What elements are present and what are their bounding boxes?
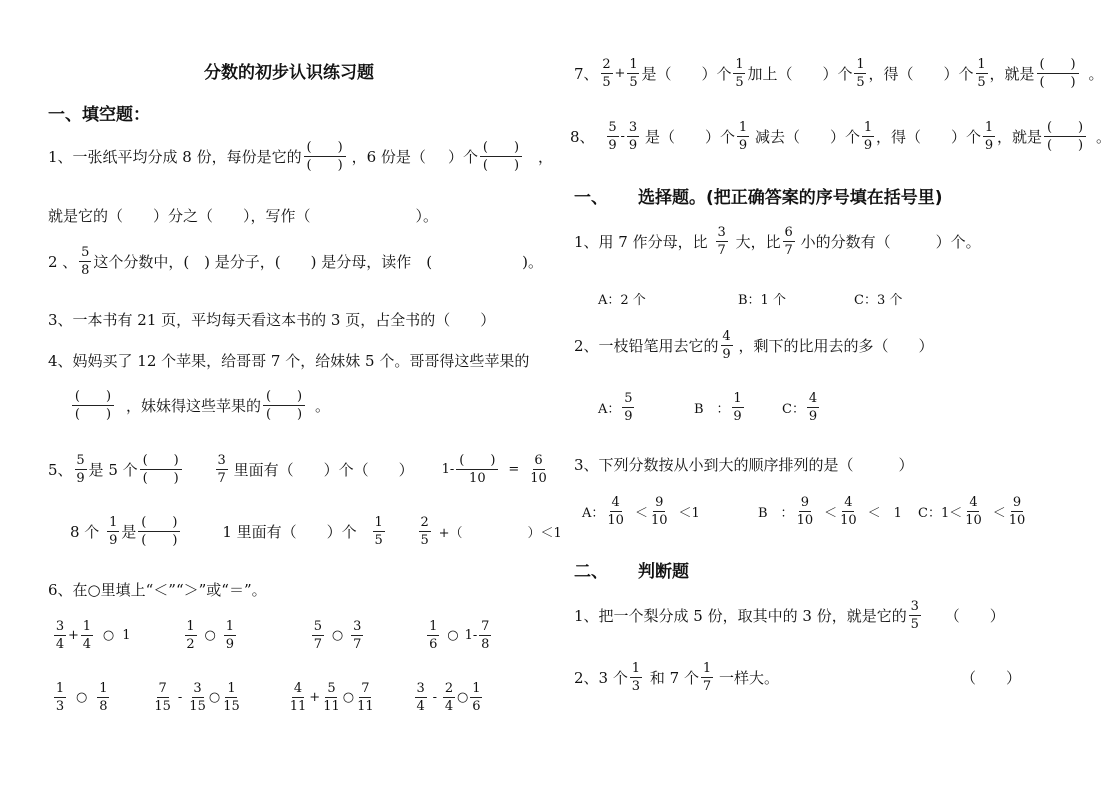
numerator: 4 bbox=[969, 495, 978, 510]
denominator: 5 bbox=[374, 533, 383, 548]
text-segment: 里面有（ ）个（ ） bbox=[233, 461, 414, 479]
fraction bbox=[976, 58, 988, 89]
fraction bbox=[81, 620, 93, 651]
denominator: ( ) bbox=[141, 533, 178, 548]
judge-question-1 bbox=[574, 600, 1005, 631]
numerator: 5 bbox=[608, 120, 617, 135]
fraction bbox=[415, 682, 427, 713]
denominator: 9 bbox=[722, 347, 731, 362]
numerator: ( ) bbox=[480, 141, 522, 157]
denominator: 7 bbox=[353, 637, 362, 652]
numerator: 4 bbox=[293, 681, 303, 696]
fraction bbox=[1008, 496, 1027, 527]
compare-circle[interactable]: ○ bbox=[331, 628, 344, 643]
fraction bbox=[107, 516, 119, 547]
numerator: 9 bbox=[800, 495, 809, 510]
text-segment: 1- bbox=[441, 462, 455, 477]
denominator: 8 bbox=[99, 699, 108, 714]
numerator: 1 bbox=[984, 120, 994, 135]
text-segment: 和 7 个 bbox=[649, 669, 699, 687]
numerator: 1 bbox=[227, 681, 236, 696]
fraction bbox=[732, 392, 744, 423]
blank-fraction[interactable] bbox=[138, 516, 180, 547]
numerator: 7 bbox=[361, 681, 370, 696]
numerator: 1 bbox=[109, 515, 118, 530]
denominator: 6 bbox=[472, 699, 481, 714]
compare-circle[interactable]: ○ bbox=[208, 690, 221, 705]
text-segment: 小的分数有（ ）个。 bbox=[800, 233, 981, 251]
denominator: 9 bbox=[608, 138, 617, 153]
choice-2-option-b[interactable] bbox=[694, 392, 746, 423]
compare-row-2 bbox=[52, 682, 484, 713]
numerator: 4 bbox=[722, 329, 731, 344]
fraction bbox=[721, 330, 733, 361]
text-segment: 1- bbox=[464, 628, 478, 643]
denominator: 4 bbox=[82, 637, 92, 652]
text-segment: + bbox=[309, 690, 321, 705]
numerator: 2 bbox=[420, 515, 429, 530]
denominator: 11 bbox=[289, 699, 307, 714]
denominator: 9 bbox=[738, 138, 748, 153]
text-segment: B ： bbox=[758, 506, 794, 521]
fraction bbox=[807, 392, 819, 423]
text-segment: +（ ）＜1 bbox=[438, 526, 562, 541]
numerator: 1 bbox=[856, 57, 865, 72]
numerator: 5 bbox=[327, 681, 336, 696]
question-7 bbox=[574, 58, 1104, 89]
fraction bbox=[733, 58, 745, 89]
fraction bbox=[54, 682, 66, 713]
compare-item bbox=[151, 682, 242, 713]
denominator: 9 bbox=[624, 409, 633, 424]
fraction bbox=[783, 226, 795, 257]
fraction bbox=[470, 682, 482, 713]
fraction bbox=[964, 496, 983, 527]
text-segment: ＜1 bbox=[678, 506, 700, 521]
fraction bbox=[216, 454, 228, 485]
fraction bbox=[606, 496, 625, 527]
denominator: 4 bbox=[55, 637, 65, 652]
blank-fraction[interactable] bbox=[1037, 58, 1079, 89]
numerator: 3 bbox=[717, 225, 726, 240]
numerator: 1 bbox=[55, 681, 65, 696]
text-segment: 1 里面有（ ）个 bbox=[222, 523, 357, 541]
fraction bbox=[185, 620, 197, 651]
text-segment: 是 bbox=[121, 523, 137, 541]
numerator: 3 bbox=[353, 619, 362, 634]
numerator: 1 bbox=[631, 661, 640, 676]
denominator: 7 bbox=[217, 471, 226, 486]
text-segment: = bbox=[508, 462, 520, 477]
text-segment: 8、 bbox=[570, 128, 595, 146]
text-segment: 1、一张纸平均分成 8 份，每份是它的 bbox=[48, 148, 302, 166]
blank-fraction[interactable] bbox=[263, 390, 305, 421]
choice-1-option-c[interactable]: C：3 个 bbox=[854, 293, 903, 308]
numerator: 4 bbox=[808, 391, 818, 406]
text-segment: ，就是 bbox=[997, 128, 1043, 146]
denominator: 4 bbox=[444, 699, 454, 714]
fraction bbox=[224, 620, 236, 651]
fraction bbox=[716, 226, 728, 257]
denominator: 5 bbox=[977, 75, 986, 90]
section-fill-blank-heading: 一、填空题： bbox=[48, 105, 150, 125]
fraction bbox=[627, 58, 639, 89]
fraction bbox=[289, 682, 308, 713]
denominator: ( ) bbox=[1039, 75, 1076, 90]
fraction bbox=[427, 620, 439, 651]
numerator: 9 bbox=[1012, 495, 1022, 510]
question-2 bbox=[48, 246, 543, 277]
text-segment: 是（ ）个 bbox=[644, 128, 735, 146]
numerator: 3 bbox=[416, 681, 425, 696]
compare-item bbox=[413, 682, 485, 713]
fraction bbox=[419, 516, 431, 547]
numerator: 1 bbox=[702, 661, 712, 676]
choice-2-option-c[interactable] bbox=[782, 392, 821, 423]
denominator: 9 bbox=[76, 471, 85, 486]
denominator: ( ) bbox=[74, 407, 112, 422]
fraction bbox=[839, 496, 858, 527]
fraction bbox=[630, 662, 642, 693]
fraction bbox=[529, 454, 548, 485]
fraction bbox=[701, 662, 713, 693]
text-segment: - bbox=[177, 690, 183, 705]
denominator: 5 bbox=[735, 75, 744, 90]
denominator: 11 bbox=[323, 699, 340, 714]
compare-row-1 bbox=[52, 620, 493, 651]
blank-fraction[interactable] bbox=[480, 141, 522, 172]
choice-1-option-a[interactable]: A：2 个 bbox=[598, 293, 646, 308]
numerator: 1 bbox=[225, 619, 235, 634]
numerator: 9 bbox=[655, 495, 664, 510]
denominator: 10 bbox=[965, 513, 982, 528]
denominator: 9 bbox=[984, 138, 994, 153]
text-segment: ， bbox=[537, 148, 553, 166]
fraction bbox=[356, 682, 375, 713]
denominator: 10 bbox=[840, 513, 857, 528]
text-segment: 判断题 bbox=[638, 562, 689, 582]
compare-circle[interactable]: ○ bbox=[204, 628, 216, 643]
numerator: 1 bbox=[429, 619, 438, 634]
numerator: ( ) bbox=[138, 516, 180, 532]
denominator: 10 bbox=[607, 513, 624, 528]
text-segment: 5、 bbox=[48, 461, 73, 479]
compare-item bbox=[287, 682, 377, 713]
text-segment: - bbox=[432, 690, 438, 705]
text-segment: ＜ bbox=[992, 506, 1006, 521]
choice-question-1 bbox=[574, 226, 981, 257]
question-1 bbox=[48, 141, 553, 172]
denominator: 9 bbox=[733, 409, 742, 424]
denominator: 9 bbox=[808, 409, 818, 424]
fraction bbox=[607, 121, 619, 152]
numerator: 4 bbox=[844, 495, 853, 510]
numerator: 1 bbox=[629, 57, 638, 72]
fraction bbox=[983, 121, 995, 152]
question-6: 6、在○里填上“＜”“＞”或“＝”。 bbox=[48, 581, 267, 599]
denominator: 7 bbox=[717, 243, 726, 258]
numerator: 5 bbox=[313, 619, 323, 634]
text-segment: 加上（ ）个 bbox=[747, 65, 853, 83]
numerator: 3 bbox=[193, 681, 202, 696]
denominator: 9 bbox=[109, 533, 118, 548]
text-segment: 。 bbox=[315, 397, 331, 415]
denominator: ( ) bbox=[482, 158, 520, 173]
numerator: ( ) bbox=[72, 390, 114, 406]
numerator: 4 bbox=[611, 495, 620, 510]
text-segment: A： bbox=[582, 506, 605, 521]
fraction bbox=[909, 600, 921, 631]
text-segment: B ： bbox=[694, 402, 730, 417]
text-segment: + bbox=[68, 628, 79, 643]
choice-3-option-c[interactable] bbox=[918, 496, 1028, 527]
denominator: 15 bbox=[154, 699, 171, 714]
numerator: ( ) bbox=[1044, 121, 1086, 137]
compare-circle[interactable]: ○ bbox=[102, 628, 115, 643]
numerator: 5 bbox=[81, 245, 90, 260]
text-segment: ＜ 1 bbox=[867, 506, 902, 521]
fraction bbox=[373, 516, 385, 547]
text-segment: 减去（ ）个 bbox=[754, 128, 860, 146]
text-segment: 二、 bbox=[574, 562, 608, 582]
denominator: 7 bbox=[313, 637, 323, 652]
fraction bbox=[97, 682, 109, 713]
numerator: 1 bbox=[186, 619, 195, 634]
blank-fraction[interactable] bbox=[1044, 121, 1086, 152]
question-4: 4、妈妈买了 12 个苹果，给哥哥 7 个，给妹妹 5 个。哥哥得这些苹果的 bbox=[48, 352, 530, 370]
numerator: 1 bbox=[374, 515, 383, 530]
question-5-row1 bbox=[48, 454, 550, 485]
text-segment: 7、 bbox=[574, 65, 599, 83]
denominator: 9 bbox=[225, 637, 235, 652]
numerator: ( ) bbox=[263, 390, 305, 406]
choice-3-option-b[interactable] bbox=[758, 496, 902, 527]
compare-circle[interactable]: ○ bbox=[342, 690, 355, 705]
numerator: 3 bbox=[217, 453, 226, 468]
text-segment: ，6 份是（ bbox=[351, 148, 426, 166]
text-segment: 1 bbox=[122, 628, 131, 643]
text-segment: ，妹妹得这些苹果的 bbox=[126, 397, 262, 415]
fraction bbox=[75, 454, 87, 485]
numerator: 1 bbox=[735, 57, 744, 72]
fraction bbox=[351, 620, 363, 651]
question-1-line2: 就是它的（ ）分之（ ），写作（ ）。 bbox=[48, 207, 439, 225]
question-5-row2 bbox=[70, 516, 562, 547]
fraction bbox=[79, 246, 91, 277]
denominator: ( ) bbox=[306, 158, 343, 173]
blank-fraction[interactable] bbox=[140, 454, 182, 485]
compare-item bbox=[310, 620, 365, 651]
denominator: 3 bbox=[55, 699, 65, 714]
section-judge-heading bbox=[574, 557, 689, 582]
numerator: 1 bbox=[738, 120, 748, 135]
text-segment: 8 个 bbox=[70, 523, 100, 541]
text-segment: 大，比 bbox=[735, 233, 781, 251]
denominator: 15 bbox=[223, 699, 240, 714]
compare-circle[interactable]: ○ bbox=[76, 690, 88, 705]
fraction bbox=[854, 58, 866, 89]
fraction bbox=[796, 496, 815, 527]
denominator: ( ) bbox=[265, 407, 303, 422]
denominator: 10 bbox=[469, 471, 486, 486]
denominator: 11 bbox=[357, 699, 374, 714]
text-segment: ，剩下的比用去的多（ ） bbox=[738, 337, 934, 355]
fraction bbox=[479, 620, 491, 651]
denominator: 8 bbox=[81, 263, 90, 278]
fraction bbox=[737, 121, 749, 152]
question-3: 3、一本书有 21 页，平均每天看这本书的 3 页，占全书的（ ） bbox=[48, 311, 496, 329]
compare-item bbox=[183, 620, 238, 651]
denominator: 5 bbox=[910, 617, 919, 632]
numerator: 3 bbox=[55, 619, 65, 634]
numerator: 1 bbox=[99, 681, 108, 696]
denominator: 10 bbox=[796, 513, 814, 528]
numerator: 2 bbox=[602, 57, 611, 72]
section-choice-heading bbox=[574, 183, 943, 208]
numerator: ( ) bbox=[1037, 58, 1079, 74]
blank-fraction[interactable] bbox=[304, 141, 346, 172]
denominator: ( ) bbox=[1046, 138, 1084, 153]
numerator: 3 bbox=[628, 120, 638, 135]
text-segment: ，得（ ）个 bbox=[868, 65, 974, 83]
fraction bbox=[322, 682, 341, 713]
choice-3-option-a[interactable] bbox=[582, 496, 700, 527]
denominator: 5 bbox=[602, 75, 611, 90]
text-segment: ＜ bbox=[634, 506, 648, 521]
text-segment: C： bbox=[782, 402, 805, 417]
denominator: 15 bbox=[189, 699, 206, 714]
text-segment: - bbox=[620, 129, 625, 144]
fraction bbox=[862, 121, 874, 152]
denominator: ( ) bbox=[142, 471, 179, 486]
fraction bbox=[188, 682, 207, 713]
numerator: 7 bbox=[158, 681, 167, 696]
fraction bbox=[54, 620, 66, 651]
fraction bbox=[622, 392, 634, 423]
text-segment: ，得（ ）个 bbox=[875, 128, 981, 146]
compare-circle[interactable]: ○ bbox=[457, 690, 469, 705]
denominator: 5 bbox=[856, 75, 865, 90]
text-segment: A： bbox=[598, 402, 621, 417]
denominator: 10 bbox=[530, 471, 547, 486]
text-segment: ）个 bbox=[447, 148, 478, 166]
compare-item bbox=[425, 620, 493, 651]
denominator: 5 bbox=[420, 533, 429, 548]
numerator: 1 bbox=[733, 391, 742, 406]
compare-circle[interactable]: ○ bbox=[447, 628, 459, 643]
denominator: 10 bbox=[1008, 513, 1026, 528]
numerator: 6 bbox=[534, 453, 543, 468]
fraction bbox=[153, 682, 172, 713]
choice-question-2 bbox=[574, 330, 934, 361]
text-segment: 2、3 个 bbox=[574, 669, 628, 687]
denominator: 9 bbox=[863, 138, 873, 153]
fraction bbox=[650, 496, 669, 527]
denominator: 7 bbox=[784, 243, 793, 258]
text-segment: C：1＜ bbox=[918, 506, 963, 521]
numerator: ( ) bbox=[140, 454, 182, 470]
text-segment: ＜ bbox=[824, 506, 838, 521]
judge-1-answer[interactable]: （ ） bbox=[944, 607, 1005, 625]
text-segment: 一样大。 bbox=[718, 669, 779, 687]
numerator: ( ) bbox=[456, 454, 498, 470]
numerator: 1 bbox=[472, 681, 481, 696]
question-4-line2 bbox=[70, 390, 330, 421]
numerator: 5 bbox=[76, 453, 85, 468]
text-segment: 这个分数中，( ) 是分子，( ) 是分母，读作 ( )。 bbox=[93, 253, 543, 271]
compare-item bbox=[52, 682, 111, 713]
text-segment: 是（ ）个 bbox=[641, 65, 732, 83]
text-segment: 1、用 7 作分母，比 bbox=[574, 233, 708, 251]
numerator: 3 bbox=[910, 599, 919, 614]
text-segment: ，就是 bbox=[989, 65, 1035, 83]
numerator: 1 bbox=[82, 619, 92, 634]
text-segment: 一、 bbox=[574, 188, 608, 208]
denominator: 7 bbox=[702, 679, 712, 694]
text-segment: 是 5 个 bbox=[88, 461, 138, 479]
blank-fraction[interactable] bbox=[456, 454, 498, 485]
numerator: 1 bbox=[863, 120, 873, 135]
numerator: 1 bbox=[977, 57, 986, 72]
blank-fraction[interactable] bbox=[72, 390, 114, 421]
fraction bbox=[601, 58, 613, 89]
text-segment: 。 bbox=[1088, 65, 1104, 83]
text-segment: 2、一枝铅笔用去它的 bbox=[574, 337, 719, 355]
denominator: 3 bbox=[631, 679, 640, 694]
numerator: 5 bbox=[624, 391, 633, 406]
choice-question-3: 3、下列分数按从小到大的顺序排列的是（ ） bbox=[574, 456, 914, 474]
text-segment: 2 、 bbox=[48, 253, 78, 271]
fraction bbox=[443, 682, 455, 713]
denominator: 8 bbox=[481, 637, 490, 652]
text-segment: 选择题。(把正确答案的序号填在括号里) bbox=[638, 188, 943, 208]
judge-2-answer[interactable]: （ ） bbox=[960, 669, 1021, 687]
choice-2-option-a[interactable] bbox=[598, 392, 636, 423]
fraction bbox=[222, 682, 241, 713]
text-segment: 1、把一个梨分成 5 份，取其中的 3 份，就是它的 bbox=[574, 607, 907, 625]
judge-question-2 bbox=[574, 662, 1021, 693]
denominator: 9 bbox=[628, 138, 638, 153]
compare-item bbox=[52, 620, 131, 651]
numerator: 6 bbox=[784, 225, 793, 240]
denominator: 6 bbox=[429, 637, 438, 652]
numerator: 2 bbox=[444, 681, 454, 696]
question-8 bbox=[570, 121, 1111, 152]
text-segment: 。 bbox=[1096, 128, 1112, 146]
fraction bbox=[312, 620, 324, 651]
denominator: 2 bbox=[186, 637, 195, 652]
denominator: 10 bbox=[650, 513, 668, 528]
page-title: 分数的初步认识练习题 bbox=[204, 63, 374, 83]
numerator: 7 bbox=[481, 619, 490, 634]
fraction bbox=[627, 121, 639, 152]
choice-1-option-b[interactable]: B：1 个 bbox=[738, 293, 786, 308]
denominator: 4 bbox=[416, 699, 425, 714]
numerator: ( ) bbox=[304, 141, 346, 157]
denominator: 5 bbox=[629, 75, 638, 90]
text-segment: + bbox=[614, 66, 626, 81]
